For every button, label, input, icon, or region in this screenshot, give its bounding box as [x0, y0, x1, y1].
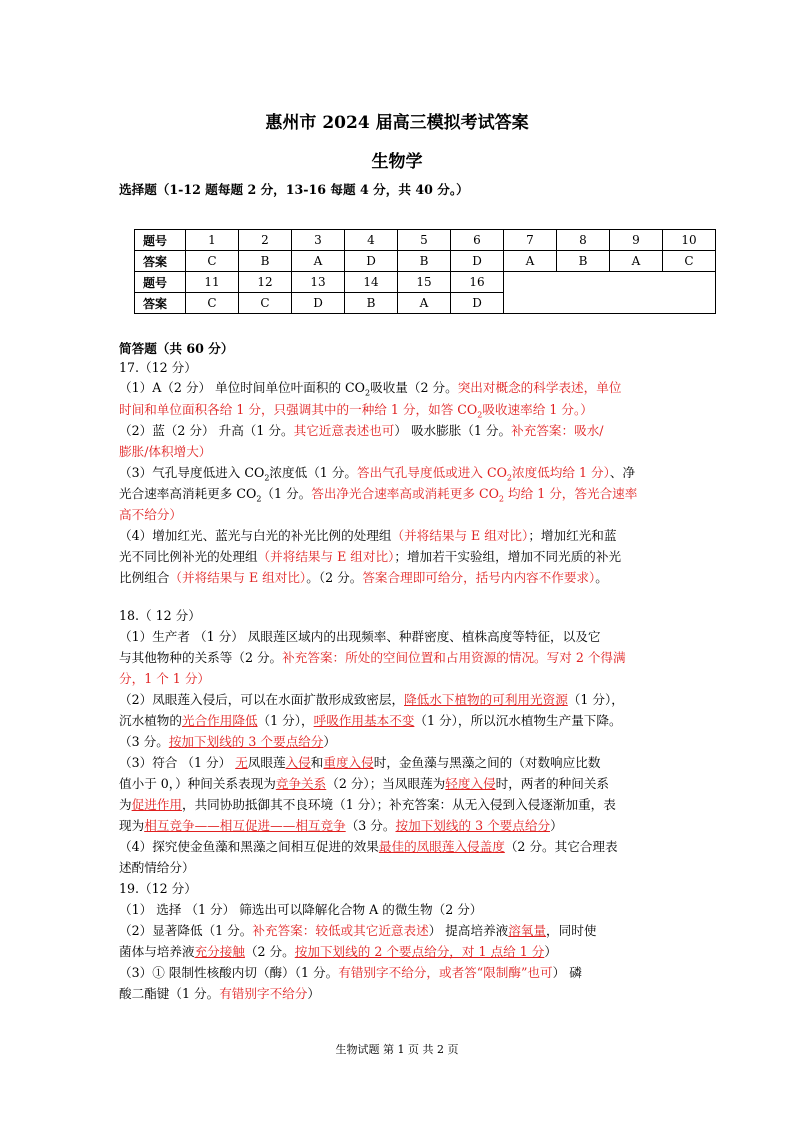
table-cell: 6: [451, 230, 504, 251]
page-footer: 生物试题 第 1 页 共 2 页: [335, 1043, 459, 1056]
q17-line: 高不给分）: [119, 507, 182, 522]
blank-cell: [504, 272, 716, 314]
table-cell: 9: [610, 230, 663, 251]
table-cell: A: [292, 251, 345, 272]
q17-title: 17.（12 分）: [119, 360, 197, 375]
table-cell: D: [292, 293, 345, 314]
row-label: 答案: [135, 293, 186, 314]
q18-line: 值小于 0，）种间关系表现为竞争关系（2 分）；当凤眼莲为轻度入侵时，两者的种间关系: [119, 776, 609, 791]
table-cell: 8: [557, 230, 610, 251]
page-title: 惠州市 2024 届高三模拟考试答案: [265, 113, 529, 133]
q17-line: 光合速率高消耗更多 $CO_2(1$ 分。答出净光合速率高或消耗更多 $CO_2$ 均给 1 分，答光合速率: [119, 486, 638, 504]
table-cell: 5: [398, 230, 451, 251]
table-cell: D: [451, 293, 504, 314]
sa-heading: 简答题（共 60 分）: [119, 341, 234, 356]
q17-line: （2）蓝（2 分） 升高（1 分。其它近意表述也可） 吸水膨胀（1 分。补充答案：吸水/: [119, 423, 604, 438]
table-cell: 10: [663, 230, 716, 251]
table-cell: 14: [345, 272, 398, 293]
q18-line: 沉水植物的光合作用降低（1 分），呼吸作用基本不变（1 分），所以沉水植物生产量下降。: [119, 713, 622, 728]
table-cell: 4: [345, 230, 398, 251]
mc-heading: 选择题（1-12 题每题 2 分，13-16 每题 4 分，共 40 分。）: [119, 182, 469, 197]
table-cell: 2: [239, 230, 292, 251]
q19-line: 酸二酯键（1 分。有错别字不给分）: [119, 986, 320, 1001]
subject-title: 生物学: [371, 152, 423, 172]
table-cell: 16: [451, 272, 504, 293]
row-label: 答案: [135, 251, 186, 272]
q17-line: 时间和单位面积各给 1 分，只强调其中的一种给 1 分，如答 $CO_2$吸收速率给 1 分。）: [119, 402, 593, 420]
table-cell: 1: [186, 230, 239, 251]
table-cell: D: [451, 251, 504, 272]
table-cell: D: [345, 251, 398, 272]
q18-line: 为促进作用，共同协助抵御其不良环境（1 分）；补充答案：从无入侵到入侵逐渐加重，表: [119, 797, 616, 812]
q19-line: 菌体与培养液充分接触（2 分。按加下划线的 2 个要点给分，对 1 点给 1 分）: [119, 944, 557, 959]
table-row: [135, 251, 716, 272]
table-row: [135, 272, 716, 293]
table-cell: B: [345, 293, 398, 314]
q17-line: （1）A（2 分） 单位时间单位叶面积的 $CO_2$吸收量（2 分。突出对概念的科学表述，单位: [119, 380, 622, 398]
table-cell: C: [663, 251, 716, 272]
table-cell: C: [186, 293, 239, 314]
q17-line: 比例组合（并将结果与 E 组对比）。（2 分。答案合理即可给分，括号内内容不作要求）。: [119, 570, 608, 585]
table-cell: A: [504, 251, 557, 272]
table-cell: B: [398, 251, 451, 272]
q17-line: 光不同比例补光的处理组（并将结果与 E 组对比）；增加若干实验组，增加不同光质的补光: [119, 549, 622, 564]
table-cell: 11: [186, 272, 239, 293]
q18-line: 分，1 个 1 分）: [119, 671, 211, 686]
table-cell: B: [239, 251, 292, 272]
q17-line: （4）增加红光、蓝光与白光的补光比例的处理组（并将结果与 E 组对比）；增加红光和蓝: [119, 528, 617, 543]
table-cell: 3: [292, 230, 345, 251]
q18-line: （3 分。按加下划线的 3 个要点给分）: [119, 734, 336, 749]
table-cell: B: [557, 251, 610, 272]
answer-table: [134, 229, 716, 314]
table-cell: 13: [292, 272, 345, 293]
q17-line: 膨胀/体积增大）: [119, 444, 212, 459]
table-cell: 15: [398, 272, 451, 293]
table-cell: 12: [239, 272, 292, 293]
q17-line: （3）气孔导度低进入 $CO_2$浓度低（1 分。答出气孔导度低或进入 $CO_2$浓度低均给 1 分）、净: [119, 465, 636, 483]
q18-line: （3）符合 （1 分） 无凤眼莲入侵和重度入侵时，金鱼藻与黑藻之间的（对数响应比数: [119, 755, 601, 770]
table-cell: 7: [504, 230, 557, 251]
row-label: 题号: [135, 230, 186, 251]
q19-line: （1） 选择 （1 分） 筛选出可以降解化合物 A 的微生物（2 分）: [119, 902, 483, 917]
q19-line: （2）显著降低（1 分。补充答案：较低或其它近意表述） 提高培养液溶氧量，同时使: [119, 923, 597, 938]
q18-line: 现为相互竞争——相互促进——相互竞争（3 分。按加下划线的 3 个要点给分）: [119, 818, 563, 833]
q18-line: （1）生产者 （1 分） 凤眼莲区域内的出现频率、种群密度、植株高度等特征，以及它: [119, 629, 601, 644]
q18-line: 述酌情给分）: [119, 860, 195, 875]
q18-line: （2）凤眼莲入侵后，可以在水面扩散形成致密层，降低水下植物的可利用光资源（1 分），: [119, 692, 624, 707]
q18-title: 18.（ 12 分）: [119, 608, 201, 623]
row-label: 题号: [135, 272, 186, 293]
q19-title: 19.（12 分）: [119, 881, 197, 896]
table-cell: A: [398, 293, 451, 314]
table-cell: C: [186, 251, 239, 272]
table-cell: C: [239, 293, 292, 314]
table-cell: A: [610, 251, 663, 272]
q18-line: （4）探究使金鱼藻和黑藻之间相互促进的效果最佳的凤眼莲入侵盖度（2 分。其它合理表: [119, 839, 618, 854]
table-row: [135, 230, 716, 251]
q19-line: （3）① 限制性核酸内切（酶）（1 分。有错别字不给分，或者答“限制酶”也可） 磷: [119, 965, 582, 980]
q18-line: 与其他物种的关系等（2 分。补充答案：所处的空间位置和占用资源的情况。写对 2 个得满: [119, 650, 626, 665]
